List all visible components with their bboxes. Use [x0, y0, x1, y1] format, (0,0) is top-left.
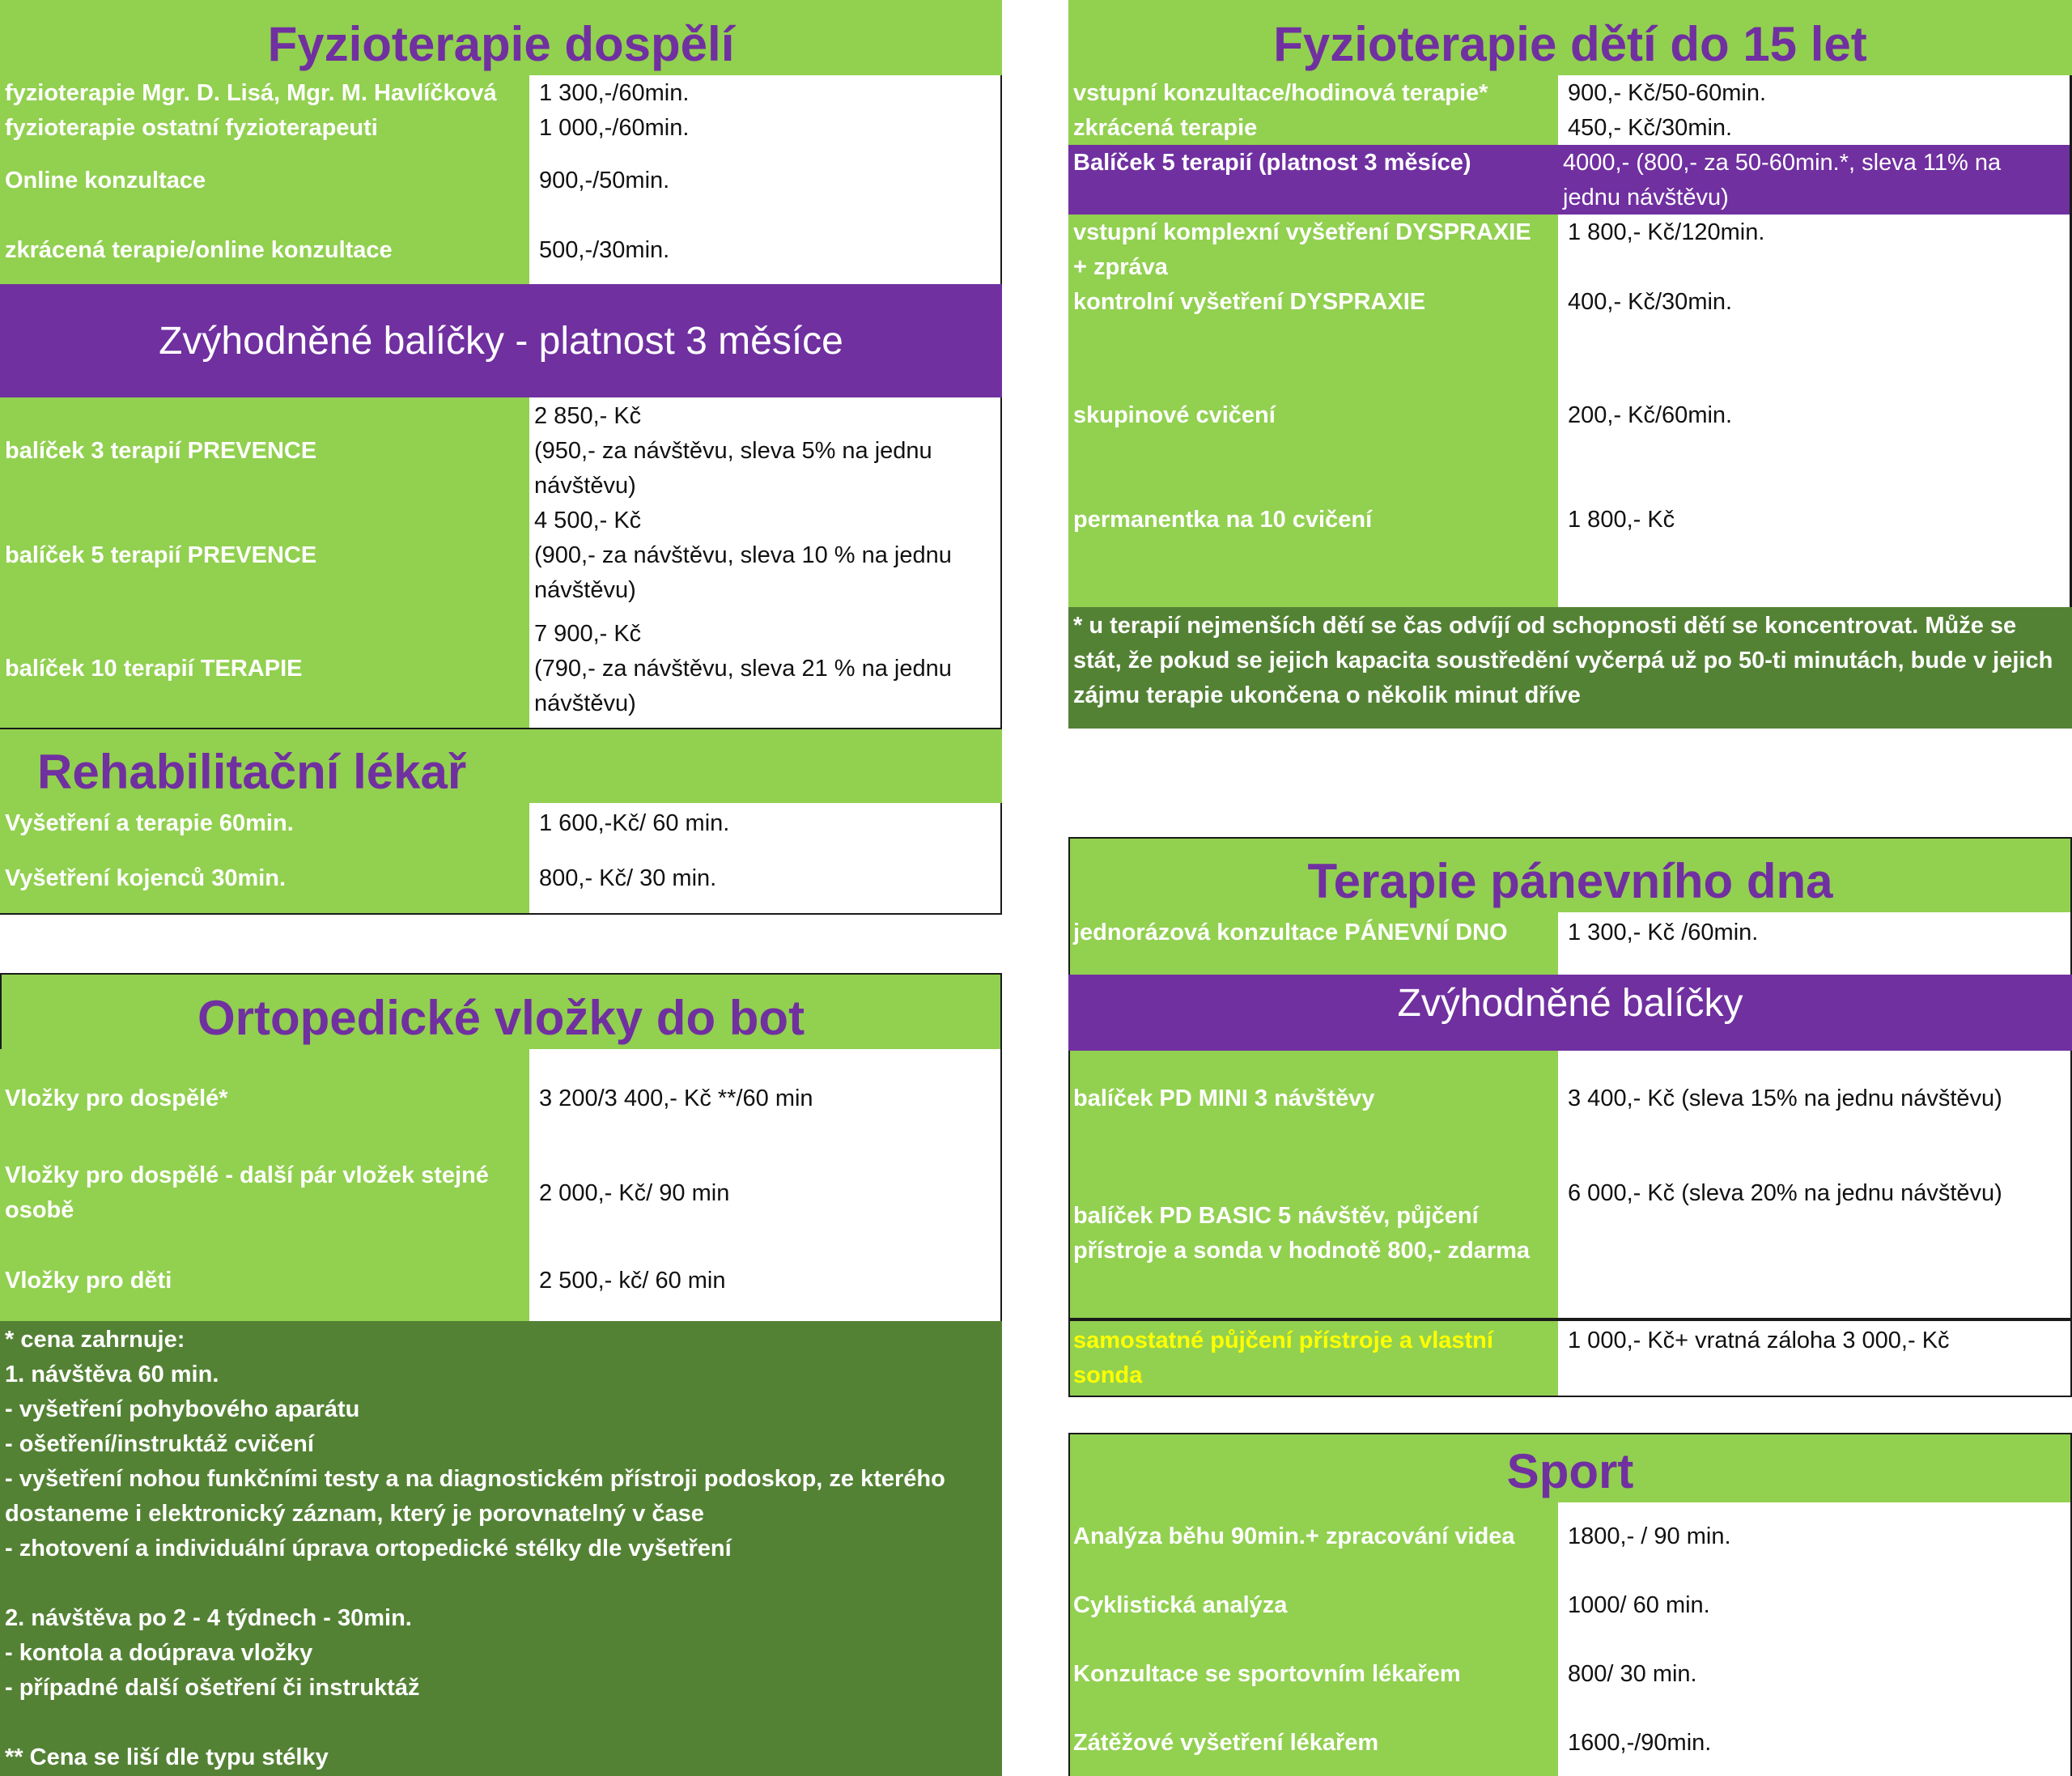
insoles-row-value: 2 500,- kč/ 60 min: [539, 1268, 726, 1294]
package-value: 2 850,- Kč (950,- za návštěvu, sleva 5% na jednu návštěvu): [534, 403, 932, 499]
adults-row-label: zkrácená terapie/online konzultace: [5, 237, 393, 263]
pelvic-package-value: 3 400,- Kč (sleva 15% na jednu návštěvu): [1568, 1086, 2002, 1111]
children-row-value: 900,- Kč/50-60min.: [1568, 80, 1767, 106]
sport-row-label: Konzultace se sportovním lékařem: [1073, 1661, 1461, 1687]
children-row-label: permanentka na 10 cvičení: [1073, 507, 1373, 533]
sport-row-value: 1600,-/90min.: [1568, 1730, 1712, 1756]
children-row-label: vstupní komplexní vyšetření DYSPRAXIE + zpráva: [1073, 219, 1531, 280]
insoles-note: * cena zahrnuje: 1. návštěva 60 min. - vyšetření pohybového aparátu - ošetření/instruktáž cvičení - vyšetření nohou funkčními testy a na diagnostickém přístroji podoskop, ze kterého dostaneme i elektronický záznam, který je porovnatelný v čase - zhotovení a individuální úprava ortopedické stélky dle vyšetření 2. návštěva po 2 - 4 týdnech - 30min. - kontola a doúprava vložky - případné další ošetření či instruktáž ** Cena se liší dle typu stélky: [0, 1321, 1002, 1776]
children-row-value: 1 800,- Kč: [1568, 507, 1675, 533]
sport-row-label: Zátěžové vyšetření lékařem: [1073, 1730, 1379, 1756]
pelvic-title: Terapie pánevního dna: [1068, 837, 2072, 912]
pelvic-row-label: jednorázová konzultace PÁNEVNÍ DNO: [1073, 920, 1508, 945]
pelvic-rental-label: samostatné půjčení přístroje a vlastní sonda: [1073, 1328, 1493, 1388]
rehab-row-label: Vyšetření a terapie 60min.: [5, 810, 294, 836]
insoles-row-value: 2 000,- Kč/ 90 min: [539, 1180, 730, 1206]
children-row-value: 400,- Kč/30min.: [1568, 289, 1733, 315]
adults-row-label: Online konzultace: [5, 168, 206, 193]
children-row-label: zkrácená terapie: [1073, 115, 1258, 141]
rehab-row-value: 800,- Kč/ 30 min.: [539, 865, 717, 891]
adults-title: Fyzioterapie dospělí: [0, 0, 1002, 75]
children-title: Fyzioterapie dětí do 15 let: [1068, 0, 2072, 75]
package-value: 7 900,- Kč (790,- za návštěvu, sleva 21 % na jednu návštěvu): [534, 621, 952, 716]
children-row-label: kontrolní vyšetření DYSPRAXIE: [1073, 289, 1426, 315]
adults-row-value: 900,-/50min.: [539, 168, 670, 193]
adults-row-label: fyzioterapie Mgr. D. Lisá, Mgr. M. Havlíčková: [5, 80, 497, 106]
rehab-bottom-border: [0, 913, 1002, 915]
rehab-row-label: Vyšetření kojenců 30min.: [5, 865, 287, 891]
sport-row-value: 1800,- / 90 min.: [1568, 1523, 1731, 1549]
insoles-row-label: Vložky pro dospělé*: [5, 1086, 228, 1111]
insoles-row-value: 3 200/3 400,- Kč **/60 min: [539, 1086, 813, 1111]
children-row-value: 1 800,- Kč/120min.: [1568, 219, 1765, 245]
rehab-row-value: 1 600,-Kč/ 60 min.: [539, 810, 730, 836]
rehab-title: Rehabilitační lékař: [37, 745, 467, 799]
children-package-label: Balíček 5 terapií (platnost 3 měsíce): [1073, 150, 1471, 176]
adults-packages-title: Zvýhodněné balíčky - platnost 3 měsíce: [0, 284, 1002, 397]
sport-row-label: Analýza běhu 90min.+ zpracování videa: [1073, 1523, 1515, 1549]
children-row-value: 450,- Kč/30min.: [1568, 115, 1733, 141]
insoles-row-label: Vložky pro dospělé - další pár vložek stejné osobě: [5, 1162, 489, 1223]
children-package-value: 4000,- (800,- za 50-60min.*, sleva 11% na jednu návštěvu): [1563, 150, 2002, 210]
adults-row-value: 1 000,-/60min.: [539, 115, 690, 141]
adults-row-value: 500,-/30min.: [539, 237, 670, 263]
children-row-label: vstupní konzultace/hodinová terapie*: [1073, 80, 1488, 106]
package-label: balíček 5 terapií PREVENCE: [5, 542, 317, 568]
pelvic-packages-title: Zvýhodněné balíčky: [1068, 975, 2072, 1051]
adults-row-label: fyzioterapie ostatní fyzioterapeuti: [5, 115, 378, 141]
sport-row-value: 1000/ 60 min.: [1568, 1592, 1710, 1618]
pelvic-package-value: 6 000,- Kč (sleva 20% na jednu návštěvu): [1568, 1180, 2002, 1206]
children-row-value: 200,- Kč/60min.: [1568, 402, 1733, 428]
insoles-title: Ortopedické vložky do bot: [0, 973, 1002, 1049]
package-label: balíček 3 terapií PREVENCE: [5, 438, 317, 464]
pelvic-row-value: 1 300,- Kč /60min.: [1568, 920, 1759, 945]
sport-title: Sport: [1068, 1433, 2072, 1502]
pelvic-rental-value: 1 000,- Kč+ vratná záloha 3 000,- Kč: [1568, 1328, 1950, 1353]
pelvic-package-label: balíček PD MINI 3 návštěvy: [1073, 1086, 1375, 1111]
sport-row-value: 800/ 30 min.: [1568, 1661, 1697, 1687]
pelvic-package-label: balíček PD BASIC 5 návštěv, půjčení přístroje a sonda v hodnotě 800,- zdarma: [1073, 1203, 1531, 1264]
adults-row-value: 1 300,-/60min.: [539, 80, 690, 106]
sport-row-label: Cyklistická analýza: [1073, 1592, 1288, 1618]
package-value: 4 500,- Kč (900,- za návštěvu, sleva 10 % na jednu návštěvu): [534, 508, 952, 603]
children-row-label: skupinové cvičení: [1073, 402, 1276, 428]
children-note: * u terapií nejmenších dětí se čas odvíjí od schopnosti dětí se koncentrovat. Může se stát, že pokud se jejich kapacita soustředění vyčerpá už po 50-ti minutách, bude v jejich zájmu terapie ukončena o několik minut dříve: [1068, 607, 2072, 729]
rehab-header: [0, 728, 1002, 803]
insoles-row-label: Vložky pro děti: [5, 1268, 172, 1294]
package-label: balíček 10 terapií TERAPIE: [5, 656, 303, 682]
